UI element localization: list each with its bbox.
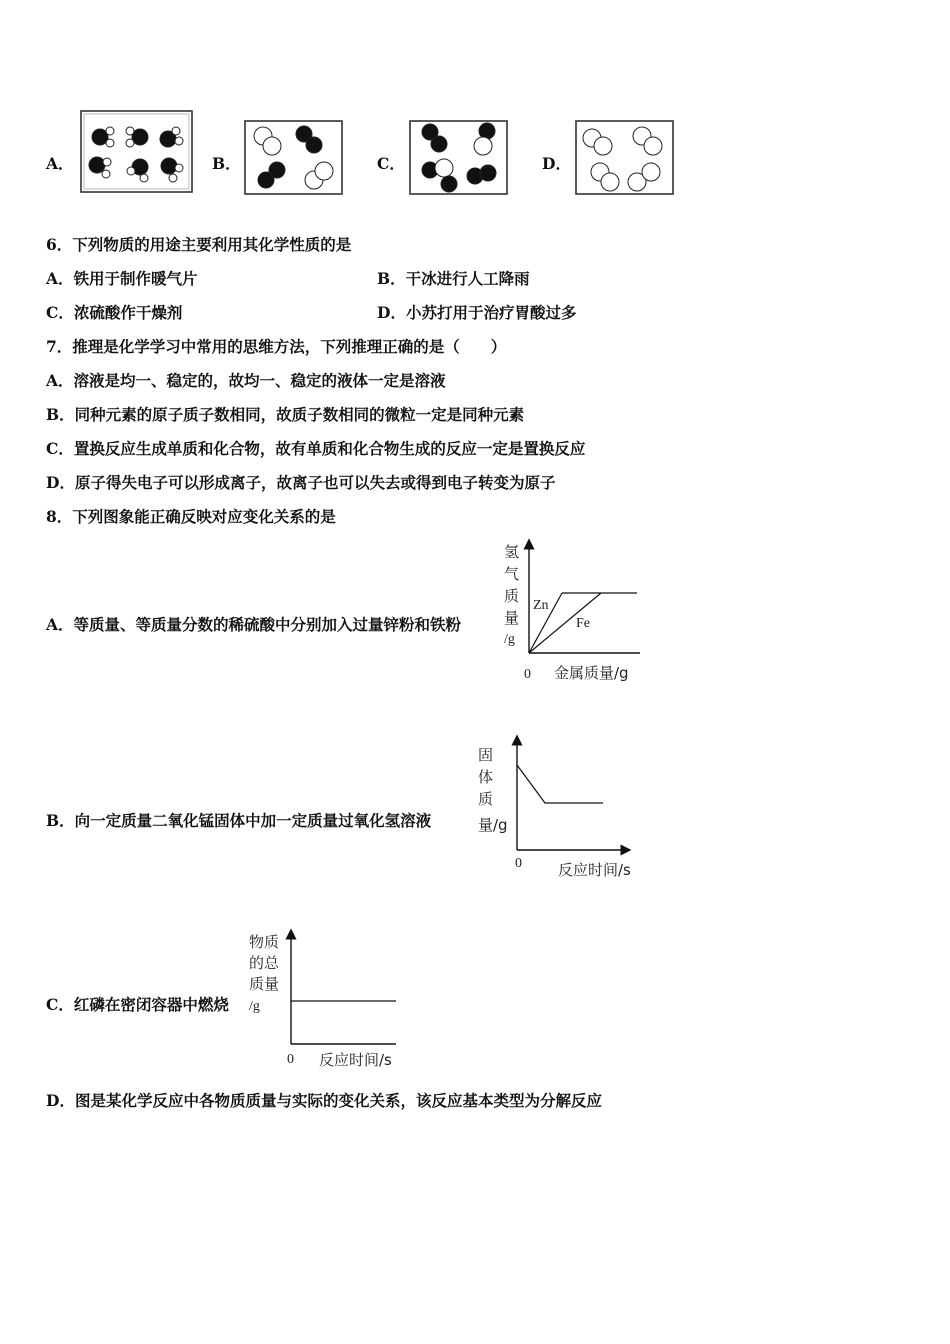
y-label-4: 量/g — [478, 816, 508, 834]
y-label-3: 质 — [478, 790, 494, 808]
y-label-1: 氢 — [504, 543, 520, 561]
q6-option-c[interactable]: C．浓硫酸作干燥剂 — [46, 303, 183, 322]
y-label-1: 物质 — [249, 933, 280, 951]
y-label-4: /g — [249, 999, 260, 1014]
origin-label: 0 — [515, 856, 522, 871]
q6-option-a[interactable]: A．铁用于制作暖气片 — [46, 269, 198, 288]
q7-stem: 7．推理是化学学习中常用的思维方法，下列推理正确的是（ ） — [46, 337, 507, 356]
y-label-1: 固 — [478, 746, 494, 764]
q5-option-a-diagram — [80, 110, 194, 194]
q5-option-a-label: A． — [46, 154, 74, 173]
q8-option-a[interactable]: A．等质量、等质量分数的稀硫酸中分别加入过量锌粉和铁粉 — [46, 615, 462, 634]
y-label-4: 量 — [504, 609, 520, 627]
q5-option-b-diagram — [244, 120, 344, 196]
q5-option-b-label: B． — [212, 154, 241, 173]
q7-option-b[interactable]: B．同种元素的原子质子数相同，故质子数相同的微粒一定是同种元素 — [46, 405, 525, 424]
y-label-2: 体 — [478, 768, 494, 786]
q5-option-c-label: C． — [377, 154, 405, 173]
q8-option-d[interactable]: D．图是某化学反应中各物质质量与实际的变化关系，该反应基本类型为分解反应 — [46, 1091, 602, 1110]
fe-label: Fe — [576, 616, 590, 631]
q8-graph-c — [247, 928, 407, 1073]
q8-stem: 8．下列图象能正确反映对应变化关系的是 — [46, 507, 336, 526]
origin-label: 0 — [287, 1052, 294, 1067]
q6-option-b[interactable]: B．干冰进行人工降雨 — [377, 269, 530, 288]
q5-option-c-diagram — [409, 120, 509, 196]
q8-graph-a — [500, 540, 645, 690]
y-label-2: 气 — [504, 565, 520, 583]
x-axis-label: 金属质量/g — [554, 664, 629, 682]
q8-option-b[interactable]: B．向一定质量二氧化锰固体中加一定质量过氧化氢溶液 — [46, 811, 432, 830]
zn-label: Zn — [533, 598, 549, 613]
q7-option-d[interactable]: D．原子得失电子可以形成离子，故离子也可以失去或得到电子转变为原子 — [46, 473, 556, 492]
q8-graph-b — [472, 735, 647, 885]
x-axis-label: 反应时间/s — [319, 1051, 392, 1069]
q7-option-c[interactable]: C．置换反应生成单质和化合物，故有单质和化合物生成的反应一定是置换反应 — [46, 439, 586, 458]
y-label-2: 的总 — [249, 954, 280, 972]
q5-option-d-diagram — [575, 120, 675, 196]
q6-option-d[interactable]: D．小苏打用于治疗胃酸过多 — [377, 303, 577, 322]
y-label-3: 质 — [504, 587, 520, 605]
q7-option-a[interactable]: A．溶液是均一、稳定的，故均一、稳定的液体一定是溶液 — [46, 371, 446, 390]
q8-option-c[interactable]: C．红磷在密闭容器中燃烧 — [46, 995, 229, 1014]
y-label-3: 质量 — [249, 975, 280, 993]
y-label-5: /g — [504, 632, 515, 647]
solid-mass-line — [517, 765, 603, 803]
x-axis-label: 反应时间/s — [558, 861, 631, 879]
q6-stem: 6．下列物质的用途主要利用其化学性质的是 — [46, 235, 352, 254]
origin-label: 0 — [524, 667, 531, 682]
q5-option-d-label: D． — [542, 154, 571, 173]
